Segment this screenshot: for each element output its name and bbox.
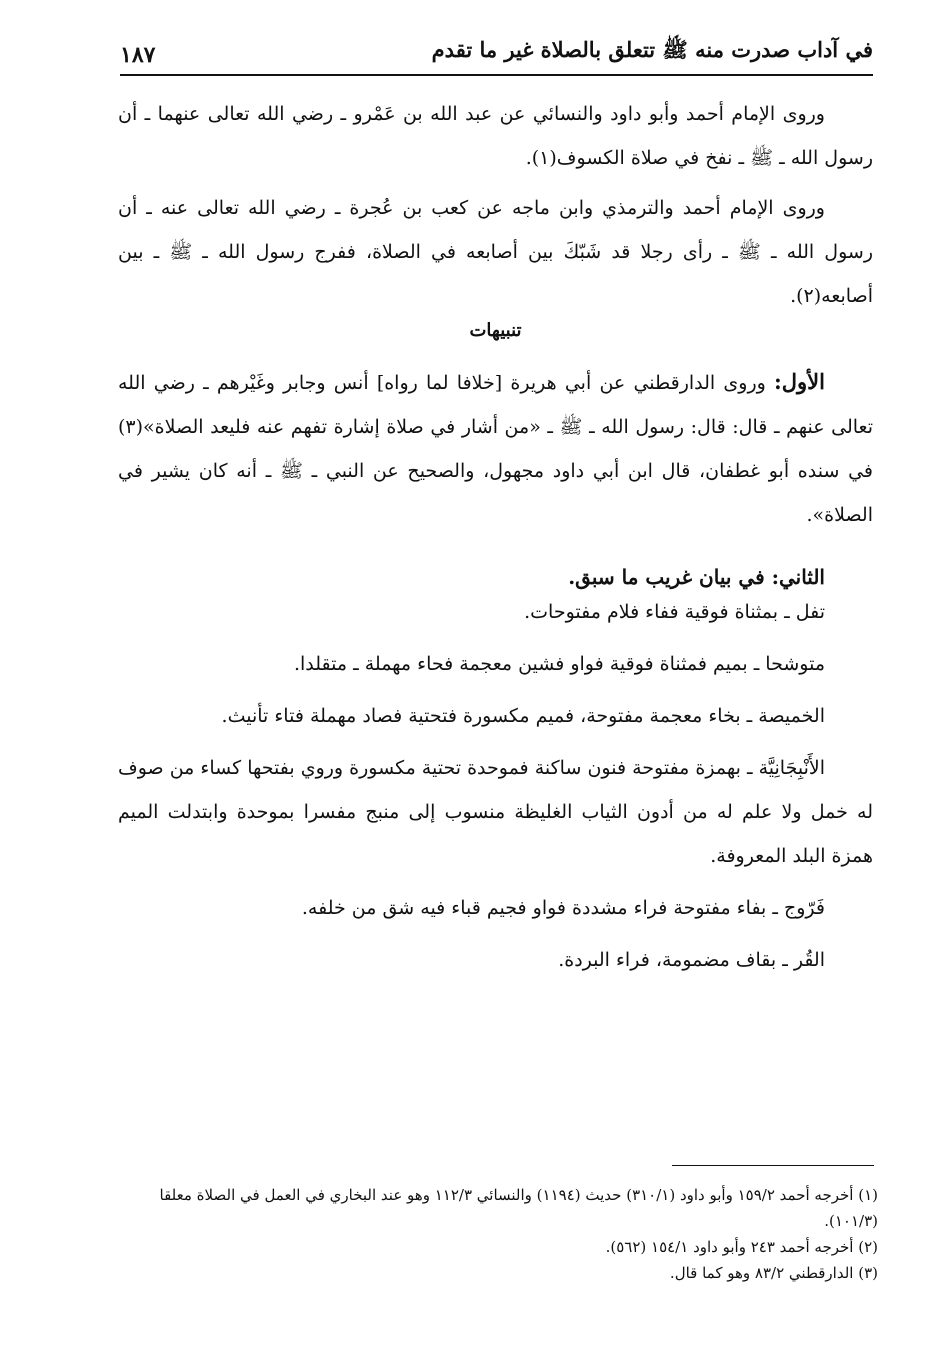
glossary-entry: متوشحا ـ بميم فمثناة فوقية فواو فشين معجمة فحاء مهملة ـ متقلدا. — [293, 653, 825, 675]
footnotes — [130, 1182, 878, 1286]
footnote-2: (٢) أخرجه أحمد ٢٤٣ وأبو داود ١٥٤/١ (٥٦٢). — [605, 1238, 878, 1256]
footnote-1: (١) أخرجه أحمد ١٥٩/٢ وأبو داود (٣١٠/١) حديث (١١٩٤) والنسائي ١١٢/٣ وهو عند البخاري في العمل في الصلاة معلقا (١٠١/٣). — [159, 1186, 878, 1230]
note-first-text: وروى الدارقطني عن أبي هريرة [خلافا لما رواه] أنس وجابر وغَيْرهم ـ رضي الله تعالى عنهم ـ قال: قال: رسول الله ـ ﷺ ـ «من أشار في صلاة إشارة تفهم عنه فليعد الصلاة»(٣) في سنده أبو غطفان، قال ابن أبي داود مجهول، والصحيح عن النبي ـ ﷺ ـ أنه كان يشير في الصلاة». — [118, 372, 873, 526]
glossary-entry: فَرّوج ـ بفاء مفتوحة فراء مشددة فواو فجيم قباء فيه شق من خلفه. — [301, 897, 825, 919]
note-second-heading: الثاني: في بيان غريب ما سبق. — [568, 565, 825, 589]
main-text-top — [118, 92, 873, 318]
notes-block — [118, 360, 873, 599]
note-first-label: الأول: — [774, 369, 825, 394]
section-heading: تنبيهات — [469, 320, 522, 341]
footnote-separator — [672, 1165, 874, 1166]
glossary-block — [118, 590, 873, 982]
note-first — [118, 360, 873, 537]
running-title: في آداب صدرت منه ﷺ تتعلق بالصلاة غير ما تقدم — [431, 37, 873, 62]
footnote-3: (٣) الدارقطني ٨٣/٢ وهو كما قال. — [669, 1264, 878, 1282]
glossary-entry: الأَنْبِجَانِيَّة ـ بهمزة مفتوحة فنون ساكنة فموحدة تحتية مكسورة وروي بفتحها كساء من صوف له خمل ولا علم له من أدون الثياب الغليظة منسوب إلى منبج مفسرا بموحدة وابتدلت الميم همزة البلد المعروفة. — [118, 757, 873, 867]
glossary-entry: القُر ـ بقاف مضمومة، فراء البردة. — [558, 949, 825, 971]
glossary-entry: الخميصة ـ بخاء معجمة مفتوحة، فميم مكسورة فتحتية فصاد مهملة فتاء تأنيث. — [221, 705, 825, 727]
paragraph-2: وروى الإمام أحمد والترمذي وابن ماجه عن كعب بن عُجرة ـ رضي الله تعالى عنه ـ أن رسول الله ـ ﷺ ـ رأى رجلا قد شَبّكَ بين أصابعه في الصلاة، ففرج رسول الله ـ ﷺ ـ بين أصابعه(٢). — [118, 197, 873, 307]
paragraph-1: وروى الإمام أحمد وأبو داود والنسائي عن عبد الله بن عَمْرو ـ رضي الله تعالى عنهما ـ أن رسول الله ـ ﷺ ـ نفخ في صلاة الكسوف(١). — [118, 103, 873, 169]
page-number: ١٨٧ — [120, 42, 156, 68]
glossary-entry: تفل ـ بمثناة فوقية ففاء فلام مفتوحات. — [524, 601, 825, 623]
running-header — [120, 30, 873, 76]
